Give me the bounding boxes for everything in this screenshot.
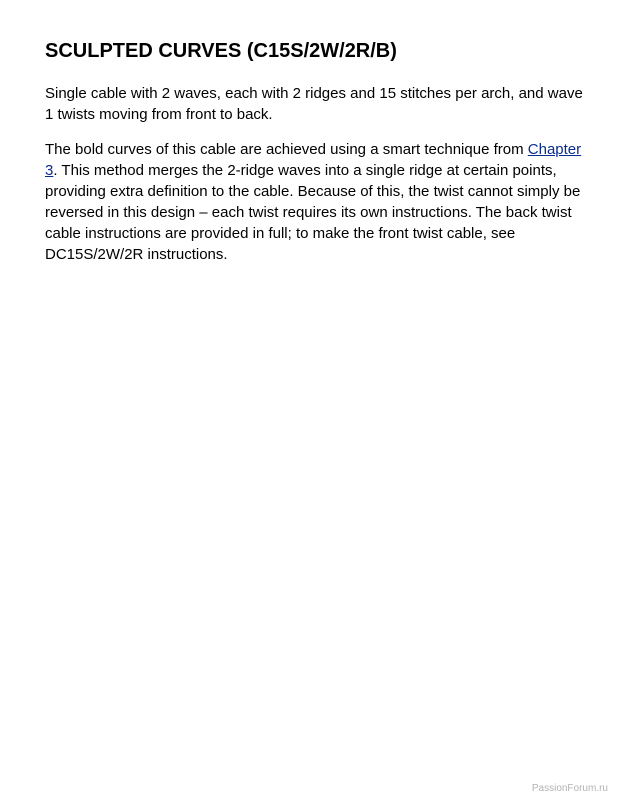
document-page — [45, 38, 585, 265]
body-paragraph — [45, 139, 585, 265]
site-watermark: PassionForum.ru — [531, 783, 608, 794]
body-text-before-link: The bold curves of this cable are achieved using a smart technique from — [45, 141, 528, 158]
page-title: SCULPTED CURVES (C15S/2W/2R/B) — [45, 40, 397, 62]
intro-paragraph: Single cable with 2 waves, each with 2 ridges and 15 stitches per arch, and wave 1 twists moving from front to back. — [45, 85, 583, 123]
chapter-3-link[interactable]: Chapter 3 — [45, 141, 582, 179]
body-text-after-link: . This method merges the 2-ridge waves into a single ridge at certain points, providing extra definition to the cable. Because of this, the twist cannot simply be reversed in this design – each twist requires its own instructions. The back twist cable instructions are provided in full; to make the front twist cable, see DC15S/2W/2R instructions. — [45, 162, 581, 263]
